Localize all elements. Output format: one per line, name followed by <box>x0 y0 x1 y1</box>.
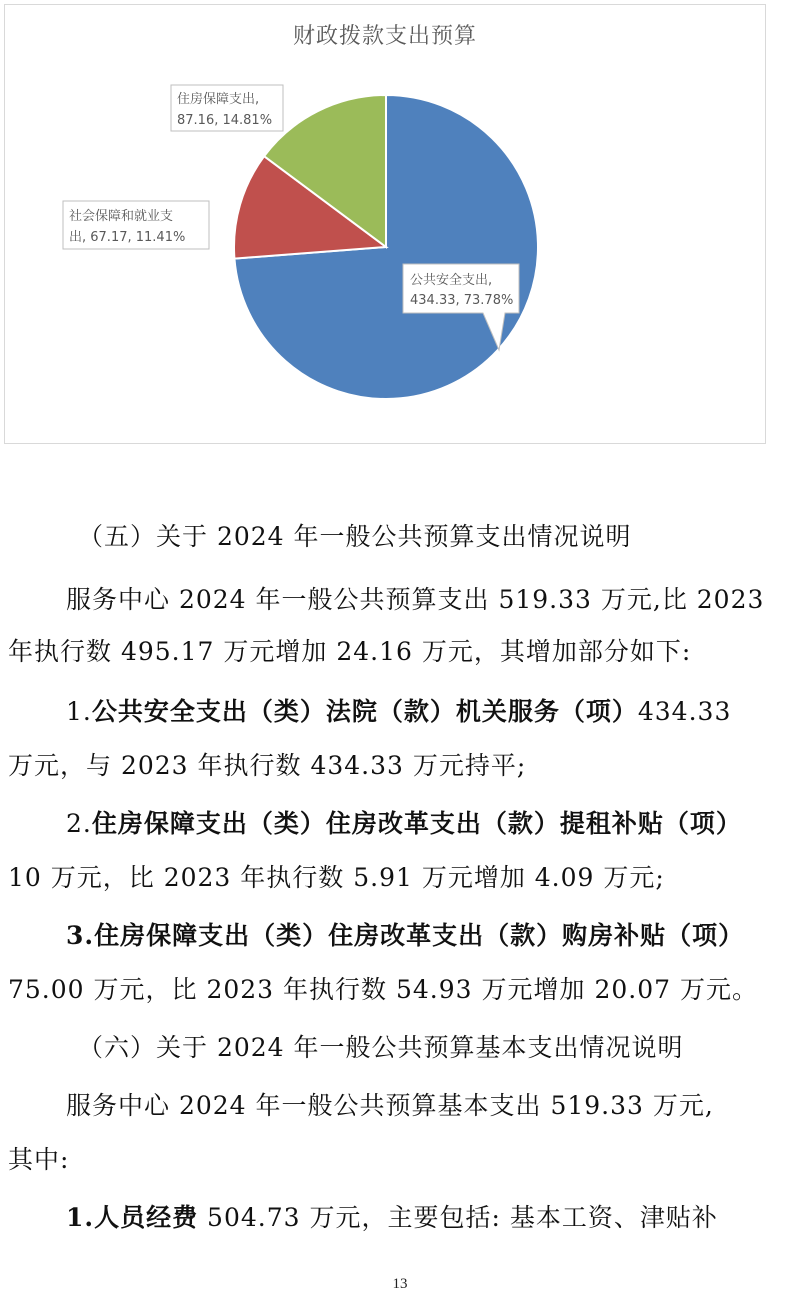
slice-value-social-security: 出, 67.17, 11.41% <box>69 230 186 245</box>
section-heading-5: （五）关于 2024 年一般公共预算支出情况说明 <box>78 522 632 551</box>
pie-chart-svg <box>5 5 767 445</box>
slice-label-social-security: 社会保障和就业支 <box>69 209 174 224</box>
slice-value-public-security: 434.33, 73.78% <box>410 293 514 308</box>
paragraph-text: 75.00 万元，比 2023 年执行数 54.93 万元增加 20.07 万元。 <box>8 975 758 1004</box>
pie-chart <box>4 4 766 444</box>
item-amount: 434.33 <box>637 697 732 726</box>
item-rest: 504.73 万元，主要包括: 基本工资、津贴补 <box>198 1203 718 1232</box>
paragraph-text: 服务中心 2024 年一般公共预算支出 519.33 万元,比 2023 <box>66 585 765 614</box>
item-title: 住房保障支出（类）住房改革支出（款）提租补贴（项） <box>91 809 742 838</box>
list-item-3: 3.住房保障支出（类）住房改革支出（款）购房补贴（项） <box>66 921 745 950</box>
list-item-1 <box>8 694 768 730</box>
item-title: 公共安全支出（类）法院（款）机关服务（项） <box>91 697 638 726</box>
slice-label-housing-security: 住房保障支出, <box>177 92 260 107</box>
paragraph-text: 其中: <box>8 1145 70 1174</box>
paragraph-text: 年执行数 495.17 万元增加 24.16 万元，其增加部分如下: <box>8 637 692 666</box>
paragraph-text: 万元，与 2023 年执行数 434.33 万元持平; <box>8 751 527 780</box>
list-item-personnel <box>8 1200 768 1236</box>
callout-social-security <box>63 201 209 249</box>
section-heading-6: （六）关于 2024 年一般公共预算基本支出情况说明 <box>78 1033 684 1062</box>
item-number: 2. <box>66 809 92 838</box>
item-number: 1. <box>66 697 92 726</box>
chart-title: 财政拨款支出预算 <box>292 24 477 49</box>
slice-value-housing-security: 87.16, 14.81% <box>177 113 273 128</box>
paragraph-text: 服务中心 2024 年一般公共预算基本支出 519.33 万元, <box>66 1091 714 1120</box>
list-item-2 <box>8 806 768 842</box>
callout-housing-security <box>171 85 283 131</box>
slice-label-public-security: 公共安全支出, <box>410 273 493 288</box>
page-number: 13 <box>392 1276 408 1292</box>
paragraph-text: 10 万元，比 2023 年执行数 5.91 万元增加 4.09 万元; <box>8 863 665 892</box>
item-title: 1.人员经费 <box>66 1203 199 1232</box>
